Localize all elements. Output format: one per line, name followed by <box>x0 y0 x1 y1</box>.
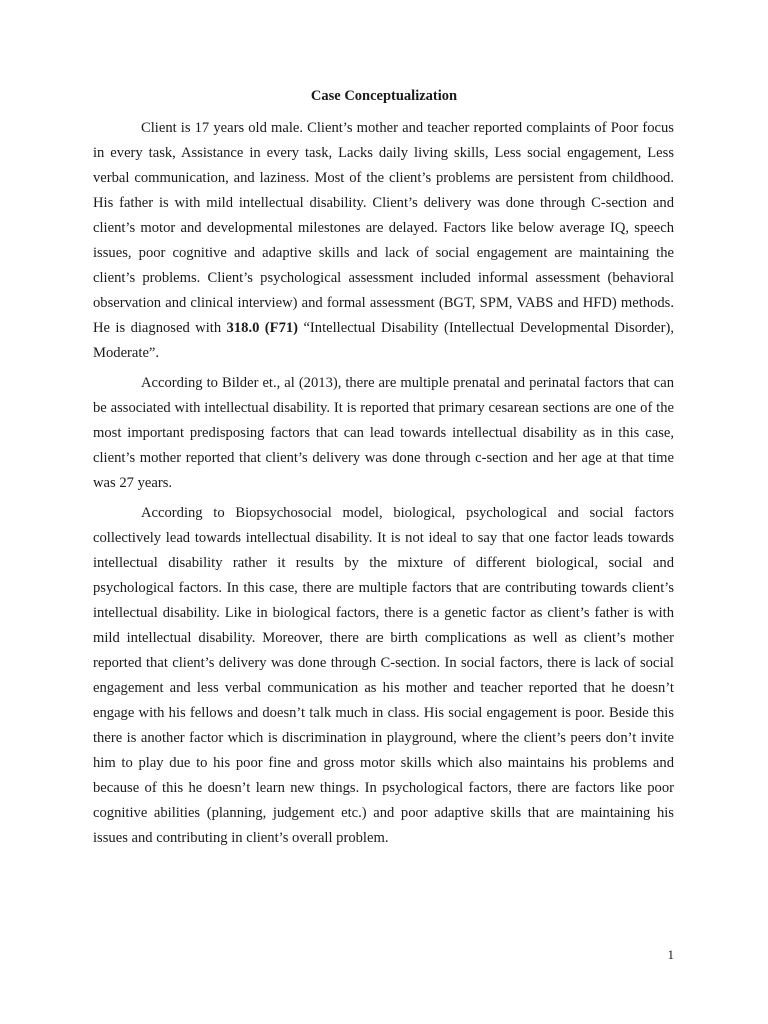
paragraph-bilder: According to Bilder et., al (2013), there are multiple prenatal and perinatal factors that can be associated with intellectual disability. It is reported that primary cesarean sections are one of the most important predisposing factors that can lead towards intellectual disability as in this case, client’s mother reported that client’s delivery was done through c-section and her age at that time was 27 years. <box>93 375 674 491</box>
diagnosis-code: 318.0 (F71) <box>226 320 299 336</box>
document-title: Case Conceptualization <box>310 88 458 104</box>
paragraph-text: “Intellectual Disability (Intellectual Developmental Disorder), Moderate”. <box>93 320 675 361</box>
document-body <box>93 116 674 851</box>
paragraph-biopsychosocial: According to Biopsychosocial model, biological, psychological and social factors collectively lead towards intellectual disability. It is not ideal to say that one factor leads towards intellectual disability rather it results by the mixture of different biological, social and psychological factors. In this case, there are multiple factors that are contributing towards client’s intellectual disability. Like in biological factors, there is a genetic factor as client’s father is with mild intellectual disability. Moreover, there are birth complications as well as client’s mother reported that client’s delivery was done through C-section. In social factors, there is lack of social engagement and less verbal communication as his mother and teacher reported that he doesn’t engage with his fellows and doesn’t talk much in class. His social engagement is poor. Beside this there is another factor which is discrimination in playground, where the client’s peers don’t invite him to play due to his poor fine and gross motor skills which also maintains his problems and because of this he doesn’t learn new things. In psychological factors, there are factors like poor cognitive abilities (planning, judgement etc.) and poor adaptive skills that are maintaining his issues and contributing in client’s overall problem. <box>93 505 674 846</box>
paragraph-text: Client is 17 years old male. Client’s mother and teacher reported complaints of Poor focus in every task, Assistance in every task, Lacks daily living skills, Less social engagement, Less verbal communication, and laziness. Most of the client’s problems are persistent from childhood. His father is with mild intellectual disability. Client’s delivery was done through C-section and client’s motor and developmental milestones are delayed. Factors like below average IQ, speech issues, poor cognitive and adaptive skills and lack of social engagement are maintaining the client’s problems. Client’s psychological assessment included informal assessment (behavioral observation and clinical interview) and formal assessment (BGT, SPM, VABS and HFD) methods. He is diagnosed with <box>93 120 674 336</box>
paragraph-case-summary <box>93 116 674 366</box>
page-number: 1 <box>667 947 674 962</box>
